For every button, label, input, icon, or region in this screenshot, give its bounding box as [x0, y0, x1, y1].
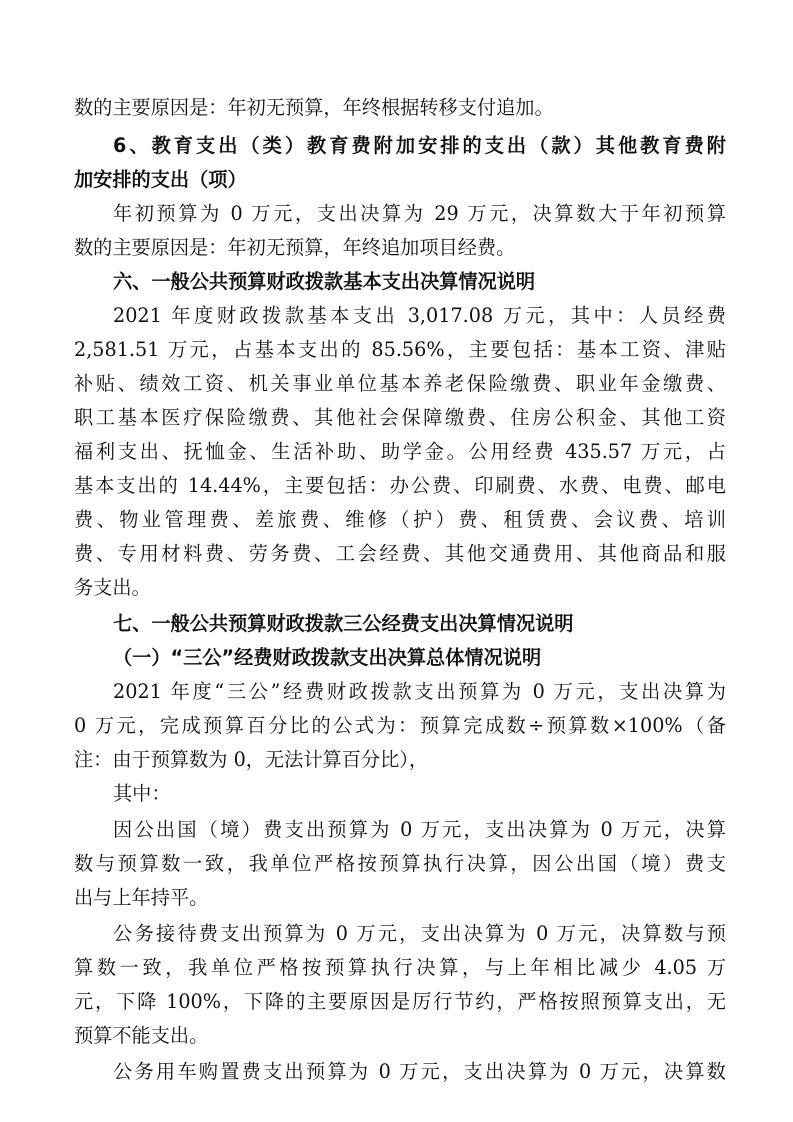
paragraph-line: 职工基本医疗保险缴费、其他社会保障缴费、住房公积金、其他工资 [74, 406, 726, 429]
paragraph-line: 2,581.51 万元，占基本支出的 85.56%，主要包括：基本工资、津贴 [74, 338, 726, 361]
paragraph-line: 费、专用材料费、劳务费、工会经费、其他交通费用、其他商品和服 [74, 542, 726, 565]
paragraph-line: 2021 年度财政拨款基本支出 3,017.08 万元，其中：人员经费 [113, 304, 726, 327]
paragraph-line: 福利支出、抚恤金、生活补助、助学金。公用经费 435.57 万元，占 [74, 440, 726, 463]
subsection-heading: （一）“三公”经费财政拨款支出决算总体情况说明 [113, 646, 542, 669]
paragraph-line: 算数一致，我单位严格按预算执行决算，与上年相比减少 4.05 万 [74, 956, 726, 979]
paragraph-line: 费、物业管理费、差旅费、维修（护）费、租赁费、会议费、培训 [74, 508, 726, 531]
section-heading: 七、一般公共预算财政拨款三公经费支出决算情况说明 [113, 612, 574, 635]
paragraph-line: 公务接待费支出预算为 0 万元，支出决算为 0 万元，决算数与预 [113, 922, 726, 945]
paragraph-line: 2021 年度“三公”经费财政拨款支出预算为 0 万元，支出决算为 [113, 680, 726, 703]
paragraph-line: 补贴、绩效工资、机关事业单位基本养老保险缴费、职业年金缴费、 [74, 372, 726, 395]
section-heading-line: 6、教育支出（类）教育费附加安排的支出（款）其他教育费附 [113, 134, 726, 157]
paragraph-line: 数的主要原因是：年初无预算，年终追加项目经费。 [74, 236, 516, 259]
paragraph-line: 出与上年持平。 [74, 886, 209, 909]
paragraph-line: 预算不能支出。 [74, 1024, 209, 1047]
paragraph-line: 数的主要原因是：年初无预算，年终根据转移支付追加。 [74, 96, 554, 119]
paragraph-line: 元，下降 100%，下降的主要原因是厉行节约，严格按照预算支出，无 [74, 990, 726, 1013]
paragraph-line: 数与预算数一致，我单位严格按预算执行决算，因公出国（境）费支 [74, 852, 726, 875]
paragraph-line: 注：由于预算数为 0，无法计算百分比）， [74, 748, 429, 771]
paragraph-line: 基本支出的 14.44%，主要包括：办公费、印刷费、水费、电费、邮电 [74, 474, 726, 497]
section-heading-line: 加安排的支出（项） [74, 168, 247, 191]
paragraph-line: 公务用车购置费支出预算为 0 万元，支出决算为 0 万元，决算数 [113, 1060, 726, 1083]
paragraph-line: 0 万元，完成预算百分比的公式为：预算完成数÷预算数×100%（备 [74, 714, 726, 737]
paragraph-line: 其中： [113, 782, 171, 805]
section-heading: 六、一般公共预算财政拨款基本支出决算情况说明 [113, 270, 536, 293]
paragraph-line: 年初预算为 0 万元，支出决算为 29 万元，决算数大于年初预算 [113, 202, 726, 225]
paragraph-line: 务支出。 [74, 576, 151, 599]
paragraph-line: 因公出国（境）费支出预算为 0 万元，支出决算为 0 万元，决算 [113, 818, 726, 841]
